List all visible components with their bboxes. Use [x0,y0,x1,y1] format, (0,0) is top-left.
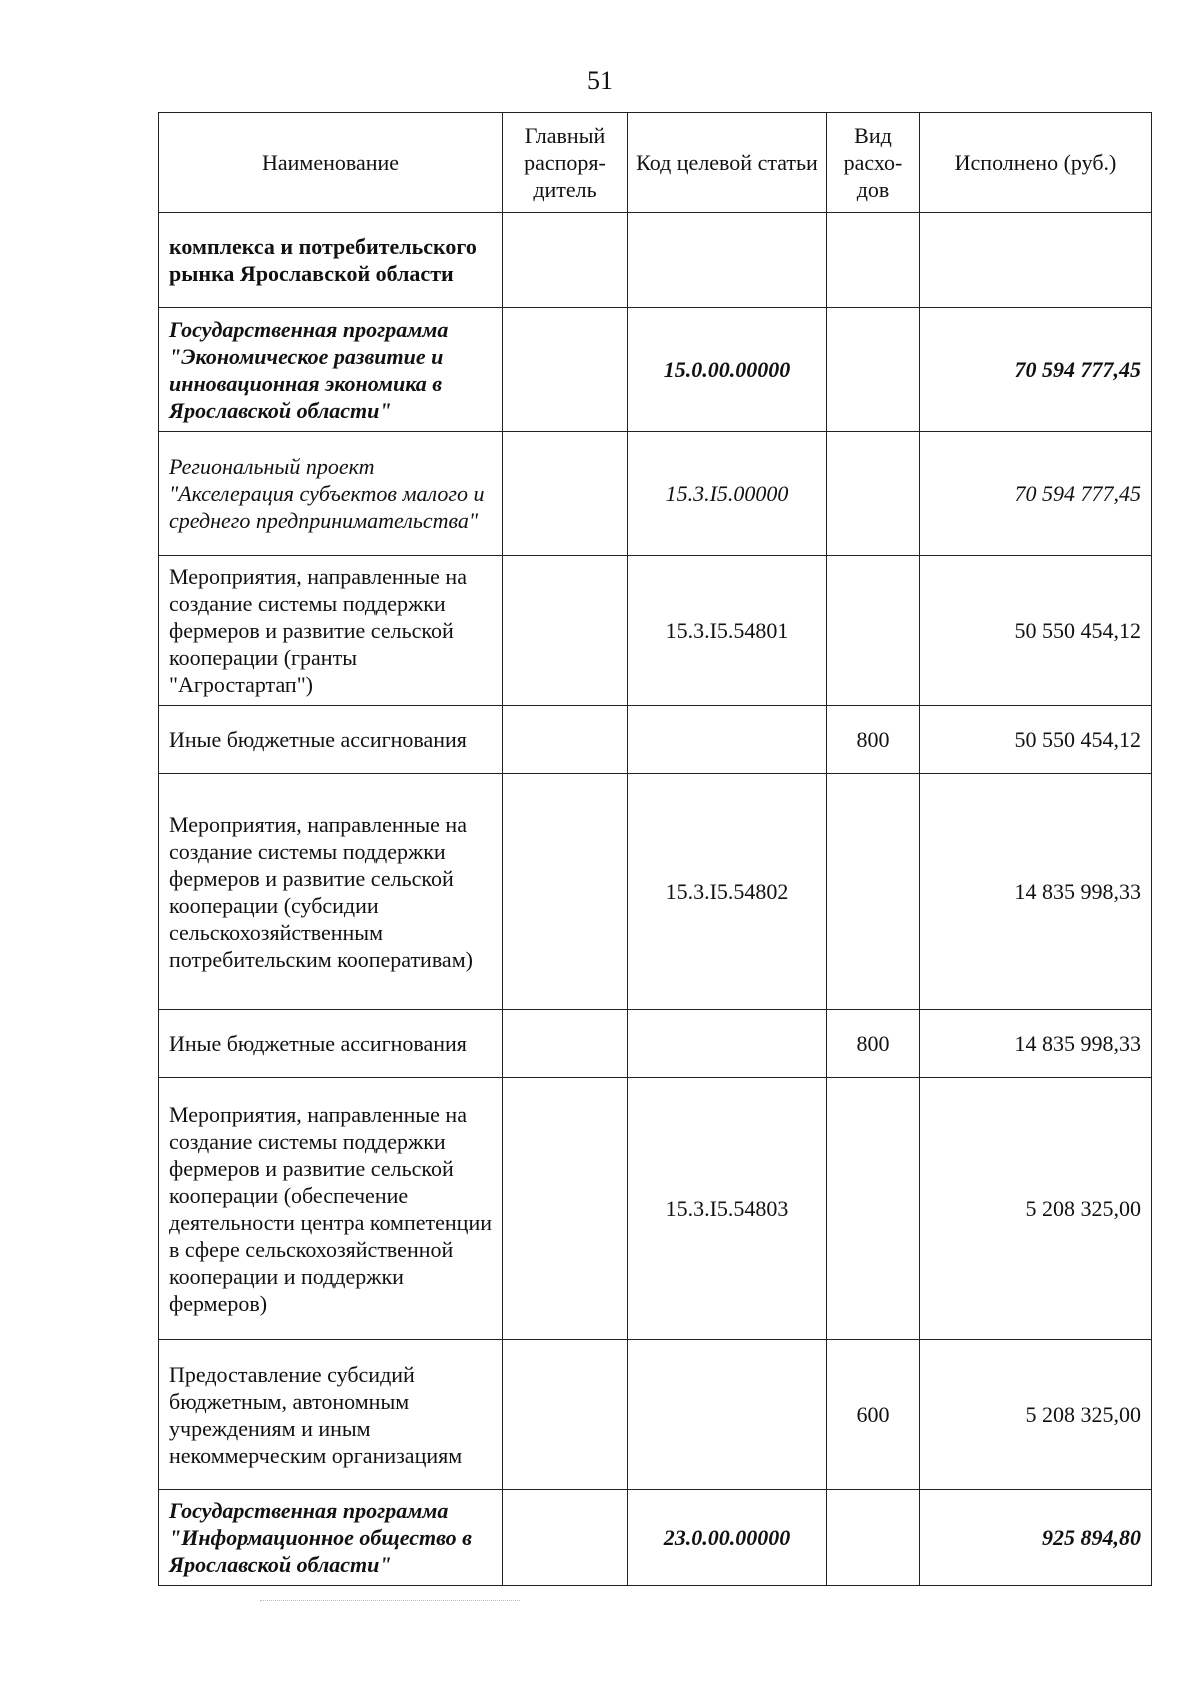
table-row [159,1490,1152,1586]
table-row [159,1340,1152,1490]
row-amount: 50 550 454,12 [920,706,1152,774]
row-code [628,213,827,308]
row-main-manager [503,1078,628,1340]
scan-artifact-divider [260,1600,520,1602]
row-amount: 5 208 325,00 [920,1078,1152,1340]
header-expense-kind: Вид расхо-дов [827,113,920,213]
table-row [159,1010,1152,1078]
row-amount: 70 594 777,45 [920,308,1152,432]
row-name: комплекса и потребительского рынка Ярославской области [159,213,503,308]
row-name: Предоставление субсидий бюджетным, автономным учреждениям и иным некоммерческим организациям [159,1340,503,1490]
row-kind [827,308,920,432]
table-row [159,432,1152,556]
table-row [159,213,1152,308]
row-code [628,1010,827,1078]
row-code [628,706,827,774]
row-amount: 14 835 998,33 [920,774,1152,1010]
row-name: Мероприятия, направленные на создание системы поддержки фермеров и развитие сельской кооперации (гранты "Агростартап") [159,556,503,706]
row-code: 15.0.00.00000 [628,308,827,432]
row-amount: 925 894,80 [920,1490,1152,1586]
row-amount: 5 208 325,00 [920,1340,1152,1490]
row-amount [920,213,1152,308]
row-kind [827,1490,920,1586]
row-main-manager [503,706,628,774]
row-main-manager [503,774,628,1010]
row-main-manager [503,556,628,706]
row-main-manager [503,1340,628,1490]
row-code: 23.0.00.00000 [628,1490,827,1586]
row-kind [827,1078,920,1340]
row-amount: 14 835 998,33 [920,1010,1152,1078]
header-main-manager: Главный распоря-дитель [503,113,628,213]
table-row [159,774,1152,1010]
row-name: Иные бюджетные ассигнования [159,1010,503,1078]
table-row [159,556,1152,706]
row-code: 15.3.I5.54803 [628,1078,827,1340]
row-name: Мероприятия, направленные на создание системы поддержки фермеров и развитие сельской кооперации (субсидии сельскохозяйственным потребительским кооперативам) [159,774,503,1010]
row-name: Государственная программа "Информационное общество в Ярославской области" [159,1490,503,1586]
row-main-manager [503,1490,628,1586]
table-row [159,1078,1152,1340]
page-number: 51 [587,66,613,95]
header-executed: Исполнено (руб.) [920,113,1152,213]
row-name: Государственная программа "Экономическое развитие и инновационная экономика в Ярославской области" [159,308,503,432]
row-kind [827,556,920,706]
row-kind [827,213,920,308]
row-amount: 50 550 454,12 [920,556,1152,706]
table-row [159,308,1152,432]
row-main-manager [503,432,628,556]
row-amount: 70 594 777,45 [920,432,1152,556]
row-name: Мероприятия, направленные на создание системы поддержки фермеров и развитие сельской кооперации (обеспечение деятельности центра компетенции в сфере сельскохозяйственной кооперации и поддержки фермеров) [159,1078,503,1340]
budget-execution-table [158,112,1152,1586]
row-kind [827,774,920,1010]
row-main-manager [503,308,628,432]
header-name: Наименование [159,113,503,213]
row-main-manager [503,213,628,308]
row-code: 15.3.I5.00000 [628,432,827,556]
row-kind: 600 [827,1340,920,1490]
row-name: Региональный проект "Акселерация субъектов малого и среднего предпринимательства" [159,432,503,556]
row-kind [827,432,920,556]
row-code: 15.3.I5.54801 [628,556,827,706]
row-kind: 800 [827,706,920,774]
table-header-row [159,113,1152,213]
row-code: 15.3.I5.54802 [628,774,827,1010]
row-main-manager [503,1010,628,1078]
table-row [159,706,1152,774]
row-name: Иные бюджетные ассигнования [159,706,503,774]
row-code [628,1340,827,1490]
row-kind: 800 [827,1010,920,1078]
header-target-code: Код целевой статьи [628,113,827,213]
